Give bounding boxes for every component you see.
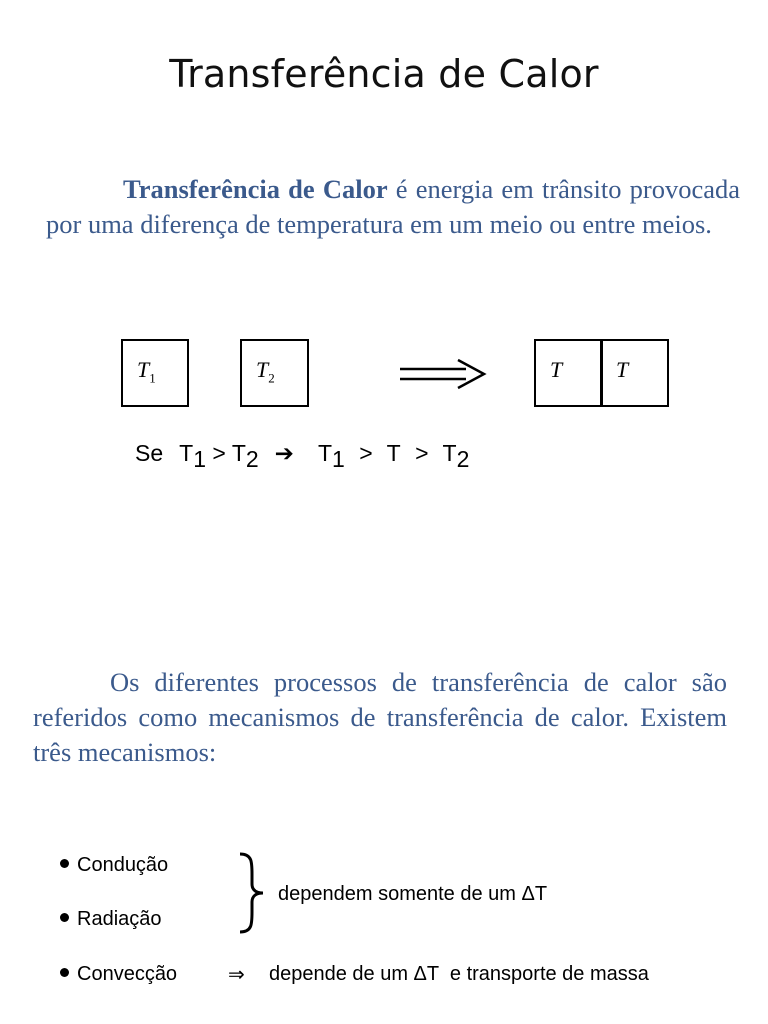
convection-note: depende de um ΔT e transporte de massa	[269, 963, 649, 985]
intro-paragraph	[46, 172, 740, 242]
bullet-icon	[60, 913, 69, 922]
list-item-radiacao: Radiação	[60, 908, 162, 931]
right-brace-icon	[236, 852, 266, 934]
implies-icon: ⇒	[228, 964, 245, 986]
box-equilibrium-left-label: T	[550, 357, 563, 382]
intro-text: é energia em trânsito provocada por uma diferença de temperatura em um meio ou entre meios.	[46, 174, 740, 239]
temperature-relation: Se T1 > T2 ➔ T1 > T > T2	[135, 440, 470, 472]
box-t1	[121, 339, 189, 407]
bullet-icon	[60, 859, 69, 868]
bullet-icon	[60, 968, 69, 977]
box-divider	[600, 341, 603, 405]
double-arrow-icon	[398, 357, 488, 391]
group-note: dependem somente de um ΔT	[278, 883, 548, 905]
intro-term: Transferência de Calor	[123, 174, 388, 204]
box-t1-label: $T_1$	[137, 357, 156, 386]
list-item-conducao: Condução	[60, 854, 168, 877]
list-item-conveccao: Convecção	[60, 963, 177, 986]
box-equilibrium	[534, 339, 669, 407]
box-t2-label: $T_2$	[256, 357, 275, 386]
box-equilibrium-right-label: T	[616, 357, 629, 382]
slide-title: Transferência de Calor	[169, 52, 599, 96]
implies-arrow-icon: ➔	[274, 440, 294, 466]
mechanisms-paragraph: Os diferentes processos de transferência de calor são referidos como mecanismos de transferência de calor. Existem três mecanismos:	[33, 667, 727, 767]
box-t2	[240, 339, 309, 407]
